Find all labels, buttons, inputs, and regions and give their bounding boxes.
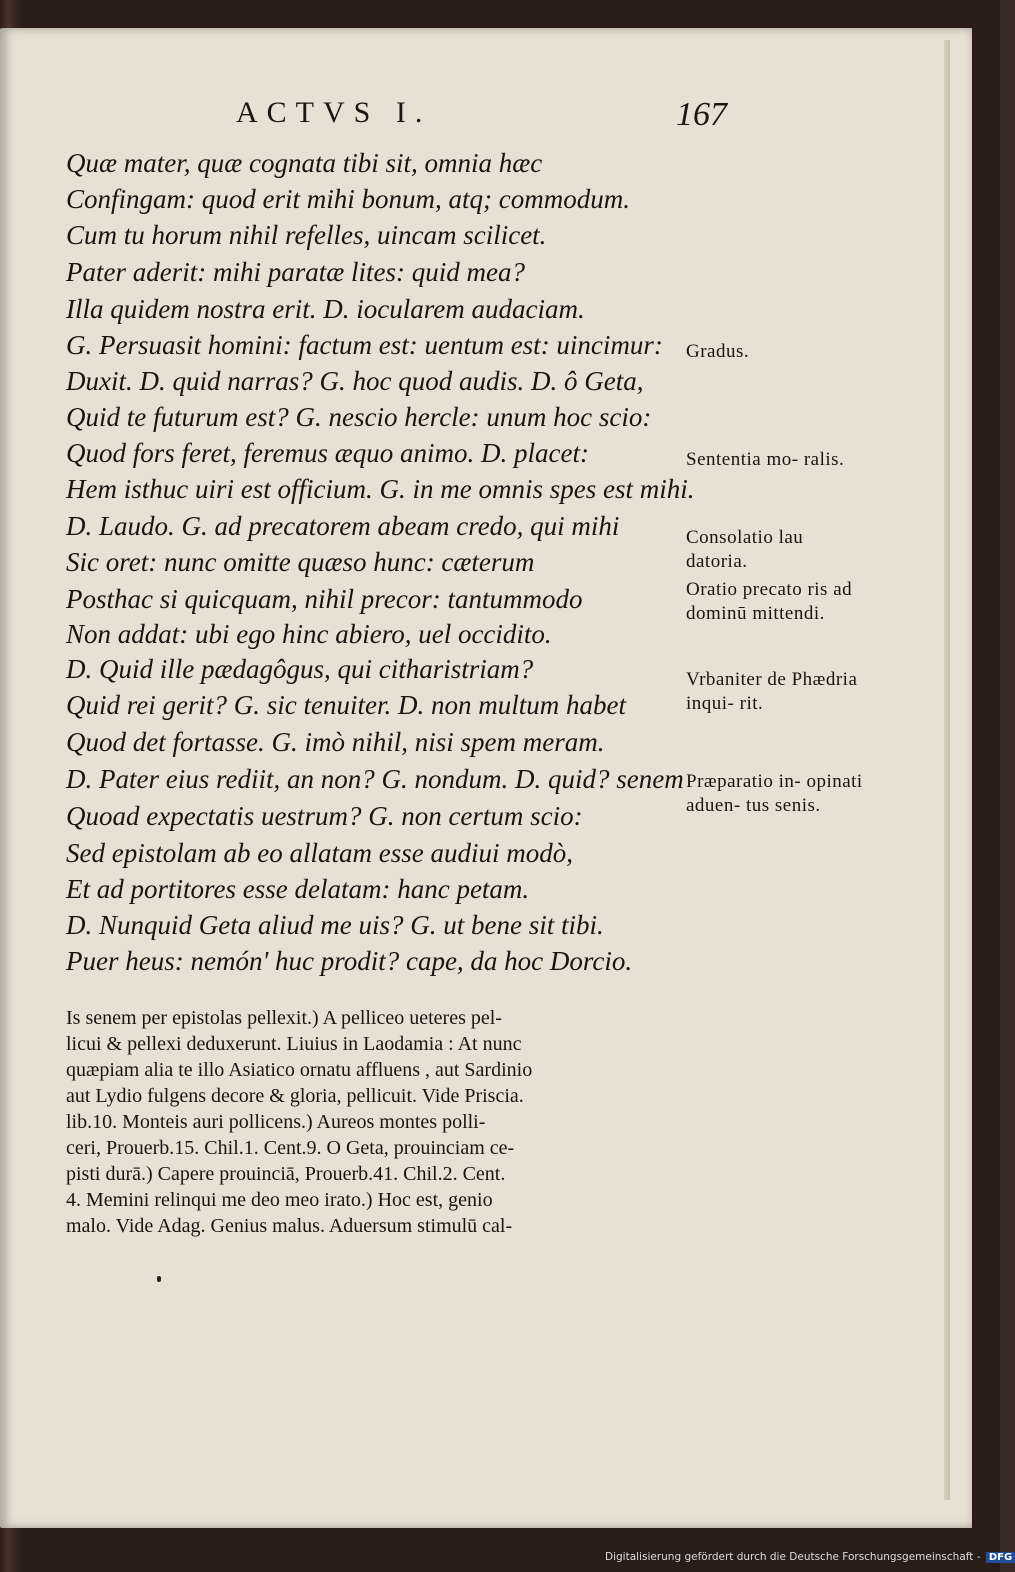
margin-note: Oratio precato ris ad dominū mittendi. [686, 579, 853, 624]
page-edge [944, 40, 950, 1500]
margin-note: Gradus. [686, 341, 750, 362]
verse-line: Illa quidem nostra erit. D. iocularem audaciam. [66, 294, 585, 324]
verse-line: Quod fors feret, feremus æquo animo. D. placet: [66, 438, 589, 468]
verse-line: G. Persuasit homini: factum est: uentum est: uincimur: [66, 330, 663, 360]
commentary-line: quæpiam alia te illo Asiatico ornatu affluens , aut Sardinio [66, 1059, 533, 1081]
margin-note: Sententia mo- ralis. [686, 449, 845, 470]
ink-speck [157, 1276, 161, 1282]
commentary-line: Is senem per epistolas pellexit.) A pelliceo ueteres pel- [66, 1007, 502, 1029]
verse-line: Quid te futurum est? G. nescio hercle: unum hoc scio: [66, 402, 652, 432]
verse-line: Sic oret: nunc omitte quæso hunc: cæterum [66, 547, 535, 577]
commentary-line: malo. Vide Adag. Genius malus. Aduersum stimulū cal- [66, 1215, 513, 1237]
verse-line: Cum tu horum nihil refelles, uincam scilicet. [66, 220, 547, 250]
dfg-logo: DFG [986, 1552, 1015, 1563]
commentary-line: lib.10. Monteis auri pollicens.) Aureos montes polli- [66, 1111, 486, 1133]
margin-note: Consolatio lau datoria. [686, 527, 804, 572]
verse-line: Non addat: ubi ego hinc abiero, uel occidito. [66, 619, 552, 649]
footer-text: Digitalisierung gefördert durch die Deutsche Forschungsgemeinschaft - [605, 1551, 981, 1563]
verse-line: D. Laudo. G. ad precatorem abeam credo, qui mihi [66, 511, 620, 541]
verse-line: Quod det fortasse. G. imò nihil, nisi spem meram. [66, 727, 605, 757]
verse-line: Duxit. D. quid narras? G. hoc quod audis. D. ô Geta, [66, 366, 644, 396]
verse-line: D. Pater eius rediit, an non? G. nondum. D. quid? senem [66, 764, 684, 794]
verse-line: Hem isthuc uiri est officium. G. in me omnis spes est mihi. [66, 474, 695, 504]
verse-line: D. Nunquid Geta aliud me uis? G. ut bene sit tibi. [66, 910, 604, 940]
verse-line: Puer heus: nemón' huc prodit? cape, da hoc Dorcio. [66, 946, 633, 976]
verse-line: Quæ mater, quæ cognata tibi sit, omnia hæc [66, 148, 543, 178]
verse-line: Sed epistolam ab eo allatam esse audiui modò, [66, 838, 573, 868]
commentary-line: licui & pellexi deduxerunt. Liuius in Laodamia : At nunc [66, 1033, 522, 1055]
commentary-line: 4. Memini relinqui me deo meo irato.) Hoc est, genio [66, 1189, 493, 1211]
verse-line: D. Quid ille pædagôgus, qui citharistriam? [66, 654, 534, 684]
verse-line: Pater aderit: mihi paratæ lites: quid mea? [66, 257, 525, 287]
verse-line: Et ad portitores esse delatam: hanc petam. [66, 874, 530, 904]
verse-line: Quoad expectatis uestrum? G. non certum scio: [66, 801, 583, 831]
verse-line: Posthac si quicquam, nihil precor: tantummodo [66, 584, 583, 614]
running-head: ACTVS I. [236, 96, 432, 129]
commentary-block [66, 1005, 684, 1239]
page-number: 167 [676, 96, 727, 133]
verse-line: Quid rei gerit? G. sic tenuiter. D. non multum habet [66, 690, 626, 720]
commentary-line: aut Lydio fulgens decore & gloria, pellicuit. Vide Priscia. [66, 1085, 524, 1107]
funding-footer [605, 1551, 1015, 1563]
commentary-line: ceri, Prouerb.15. Chil.1. Cent.9. O Geta, prouinciam ce- [66, 1137, 515, 1159]
margin-note: Vrbaniter de Phædria inqui- rit. [686, 669, 858, 714]
verse-line: Confingam: quod erit mihi bonum, atq; commodum. [66, 184, 630, 214]
commentary-line: pisti durā.) Capere prouinciā, Prouerb.41. Chil.2. Cent. [66, 1163, 506, 1185]
margin-note: Præparatio in- opinati aduen- tus senis. [686, 771, 863, 816]
